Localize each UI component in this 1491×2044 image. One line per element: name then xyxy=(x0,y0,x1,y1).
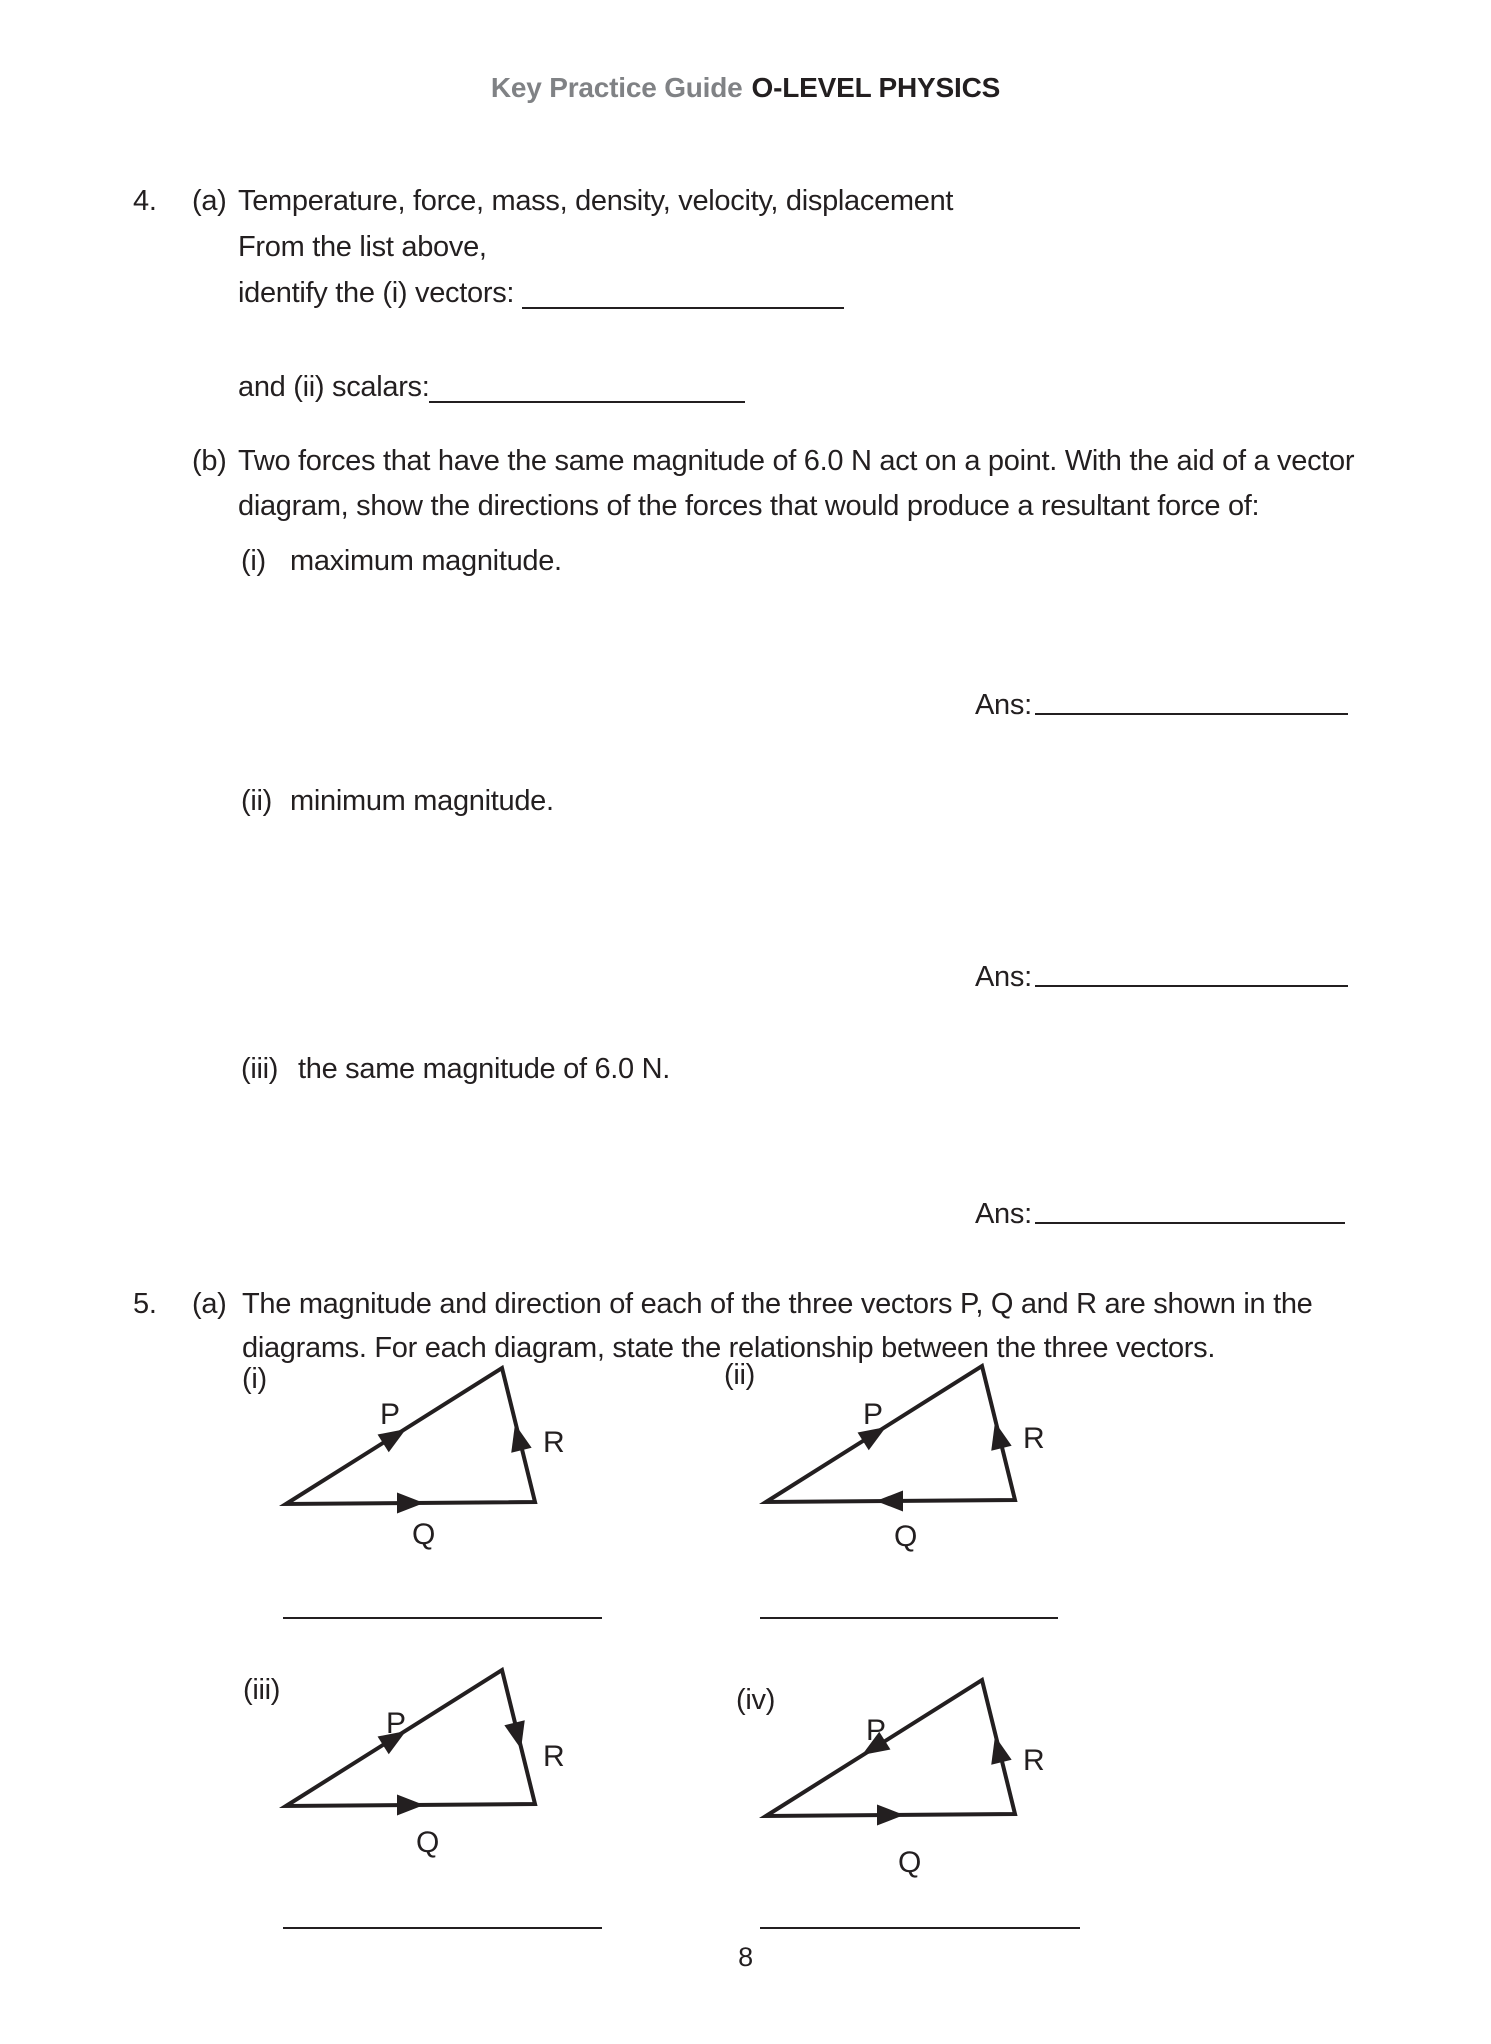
vector-diagram-iii-svg xyxy=(240,1652,580,1872)
q5a-label: (a) xyxy=(192,1288,227,1320)
vector-r-label: R xyxy=(1023,1422,1045,1455)
q4b-item-iii-text: the same magnitude of 6.0 N. xyxy=(298,1053,671,1085)
vector-diagram-iii xyxy=(240,1652,580,1872)
diagram-iv-answer-line xyxy=(760,1927,1080,1929)
q4-number: 4. xyxy=(133,185,157,217)
vector-p-label: P xyxy=(386,1707,406,1740)
diagram-iii-label: (iii) xyxy=(243,1674,281,1706)
q-arrowhead-right xyxy=(397,1795,424,1816)
triangle-outline xyxy=(286,1368,535,1504)
q4b-item-i-text: maximum magnitude. xyxy=(290,545,562,577)
q-arrowhead-left xyxy=(876,1491,903,1512)
vector-r-label: R xyxy=(1023,1744,1045,1777)
q4a-label: (a) xyxy=(192,185,227,217)
r-arrowhead-down xyxy=(504,1720,531,1751)
diagram-iii-answer-line xyxy=(283,1927,602,1929)
q4b-item-i-label: (i) xyxy=(241,545,266,577)
vector-diagram-ii xyxy=(720,1348,1060,1568)
q4b-item-ii-text: minimum magnitude. xyxy=(290,785,554,817)
q4b-item-ii-answer-line xyxy=(1035,985,1348,987)
q4b-item-ii-ans-label: Ans: xyxy=(975,961,1032,993)
triangle-outline xyxy=(766,1366,1015,1502)
diagram-i-answer-line xyxy=(283,1617,602,1619)
vector-diagram-i xyxy=(240,1350,580,1570)
q4b-item-ii-label: (ii) xyxy=(241,785,273,817)
q4a-vectors-answer-line xyxy=(522,307,844,309)
q4a-line4: and (ii) scalars: xyxy=(238,371,430,403)
diagram-ii-label: (ii) xyxy=(724,1359,756,1391)
vector-diagram-iv xyxy=(720,1662,1060,1882)
vector-q-label: Q xyxy=(898,1846,922,1879)
q4a-line3: identify the (i) vectors: xyxy=(238,277,515,309)
q4b-line2: diagram, show the directions of the forces that would produce a resultant force of: xyxy=(238,490,1260,522)
header-guide-text: Key Practice Guide xyxy=(490,72,743,103)
q4b-item-iii-ans-label: Ans: xyxy=(975,1198,1032,1230)
q4b-item-iii-answer-line xyxy=(1035,1222,1345,1224)
triangle-outline xyxy=(766,1680,1015,1816)
q4a-line1: Temperature, force, mass, density, velocity, displacement xyxy=(238,185,954,217)
q5-number: 5. xyxy=(133,1288,157,1320)
q4b-line1: Two forces that have the same magnitude of 6.0 N act on a point. With the aid of a vector xyxy=(238,445,1355,477)
vector-q-label: Q xyxy=(412,1518,436,1551)
page-number: 8 xyxy=(738,1942,753,1972)
diagram-iv-label: (iv) xyxy=(736,1684,776,1716)
header-title-text: O-LEVEL PHYSICS xyxy=(751,72,1001,103)
vector-p-label: P xyxy=(866,1714,886,1747)
q4b-item-i-ans-label: Ans: xyxy=(975,689,1032,721)
vector-r-label: R xyxy=(543,1426,565,1459)
q-arrowhead-right xyxy=(877,1805,904,1826)
q4b-item-i-answer-line xyxy=(1035,713,1348,715)
q4b-label: (b) xyxy=(192,445,227,477)
diagram-i-label: (i) xyxy=(242,1363,267,1395)
q5a-line1: The magnitude and direction of each of the three vectors P, Q and R are shown in the xyxy=(242,1288,1313,1320)
vector-diagram-ii-svg xyxy=(720,1348,1060,1568)
q-arrowhead-right xyxy=(397,1493,424,1514)
vector-diagram-i-svg xyxy=(240,1350,580,1570)
diagram-ii-answer-line xyxy=(760,1617,1058,1619)
page-header xyxy=(0,72,1491,104)
vector-p-label: P xyxy=(863,1398,883,1431)
vector-q-label: Q xyxy=(894,1520,918,1553)
q4a-line2: From the list above, xyxy=(238,231,487,263)
vector-q-label: Q xyxy=(416,1826,440,1859)
vector-diagram-iv-svg xyxy=(720,1662,1060,1882)
vector-p-label: P xyxy=(380,1398,400,1431)
q5a-line2: diagrams. For each diagram, state the relationship between the three vectors. xyxy=(242,1332,1216,1364)
vector-r-label: R xyxy=(543,1740,565,1773)
triangle-outline xyxy=(286,1670,535,1806)
q4a-scalars-answer-line xyxy=(429,401,745,403)
q4b-item-iii-label: (iii) xyxy=(241,1053,279,1085)
